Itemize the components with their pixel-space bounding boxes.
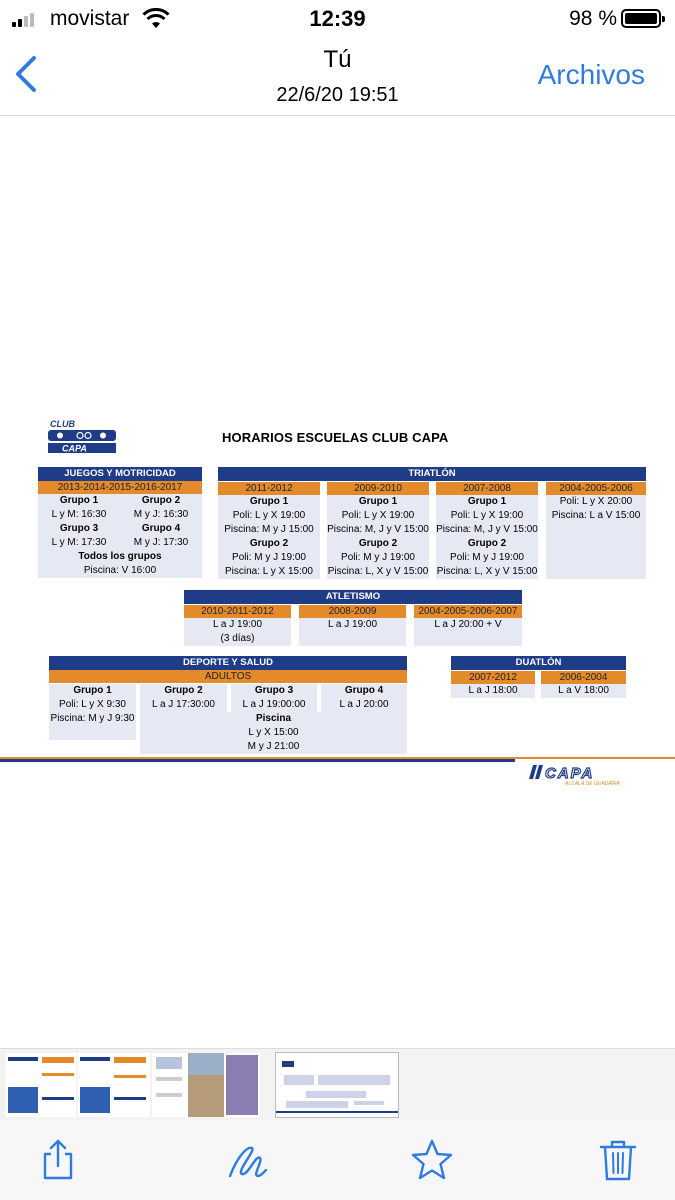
juegos-grupo1: Grupo 1 (38, 494, 120, 508)
atletismo-2008-empty (299, 632, 406, 646)
deporte-subheader: ADULTOS (49, 670, 407, 683)
deporte-grupo2-time: L a J 17:30:00 (140, 698, 227, 712)
battery-percent: 98 % (569, 7, 617, 30)
juegos-grupo1-time: L y M: 16:30 (38, 508, 120, 522)
triatlon-2011-grupo2: Grupo 2 (218, 537, 320, 551)
bottom-toolbar (0, 1120, 675, 1200)
navigation-bar (0, 38, 675, 116)
triatlon-2011-years: 2011-2012 (218, 482, 320, 495)
svg-text:CAPA: CAPA (62, 443, 87, 454)
deporte-grupo4-time: L a J 20:00 (321, 698, 407, 712)
deporte-right-col (140, 684, 407, 754)
status-bar (0, 0, 675, 38)
duatlon-col-2006 (541, 671, 626, 698)
duatlon-2006-time: L a V 18:00 (541, 684, 626, 698)
footer-rule-blue (0, 759, 515, 762)
thumbnail-4[interactable] (188, 1053, 224, 1117)
deporte-grupo1-piscina: Piscina: M y J 9:30 (50, 713, 135, 724)
atletismo-2008-years: 2008-2009 (299, 605, 406, 618)
juegos-all-time: Piscina: V 16:00 (38, 564, 202, 578)
document-title: HORARIOS ESCUELAS CLUB CAPA (222, 430, 449, 445)
atletismo-2008-time: L a J 19:00 (299, 618, 406, 632)
triatlon-2004-piscina: Piscina: L a V 15:00 (546, 509, 646, 523)
triatlon-col-2004 (546, 482, 646, 579)
table-duatlon (451, 656, 626, 698)
duatlon-2007-years: 2007-2012 (451, 671, 535, 684)
atletismo-header: ATLETISMO (184, 590, 522, 604)
triatlon-2011-grupo1: Grupo 1 (218, 495, 320, 509)
thumbnail-3[interactable] (152, 1053, 188, 1117)
triatlon-2009-years: 2009-2010 (327, 482, 429, 495)
document-viewer (0, 116, 675, 1048)
triatlon-2009-piscina2: Piscina: L, X y V 15:00 (327, 566, 429, 577)
deporte-header: DEPORTE Y SALUD (49, 656, 407, 670)
atletismo-2004-empty (414, 632, 522, 646)
thumbnail-2[interactable] (78, 1053, 150, 1117)
battery-icon (621, 9, 661, 28)
atletismo-2010-time: L a J 19:00 (184, 618, 291, 632)
atletismo-col-2010 (184, 605, 291, 646)
triatlon-2004-poli: Poli: L y X 20:00 (546, 495, 646, 509)
juegos-all-groups: Todos los grupos (38, 550, 202, 564)
juegos-grupo2-time: M y J: 16:30 (120, 508, 202, 522)
deporte-piscina-time1: L y X 15:00 (140, 726, 407, 740)
juegos-grupo3: Grupo 3 (38, 522, 120, 536)
carrier-label: movistar (50, 7, 130, 30)
table-deporte-salud (49, 656, 407, 754)
atletismo-2010-years: 2010-2011-2012 (184, 605, 291, 618)
juegos-header: JUEGOS Y MOTRICIDAD (38, 467, 202, 481)
triatlon-2004-empty (546, 523, 646, 579)
archive-button[interactable]: Archivos (537, 59, 645, 90)
juegos-years: 2013-2014-2015-2016-2017 (38, 481, 202, 494)
atletismo-2004-time: L a J 20:00 + V (414, 618, 522, 632)
atletismo-2010-days: (3 días) (184, 632, 291, 646)
triatlon-2011-poli: Poli: L y X 19:00 (218, 509, 320, 523)
triatlon-2009-grupo1: Grupo 1 (327, 495, 429, 509)
capa-footer-subtitle: ALCALÁ DE GUADAÍRA (565, 781, 621, 787)
triatlon-2007-piscina: Piscina: M, J y V 15:00 (436, 524, 538, 535)
triatlon-2007-poli2: Poli: M y J 19:00 (436, 551, 538, 565)
duatlon-header: DUATLÓN (451, 656, 626, 670)
atletismo-col-2008 (299, 605, 406, 646)
status-time: 12:39 (309, 6, 366, 31)
club-capa-logo (48, 418, 118, 456)
triatlon-2009-grupo2: Grupo 2 (327, 537, 429, 551)
duatlon-2006-years: 2006-2004 (541, 671, 626, 684)
triatlon-2007-piscina2: Piscina: L, X y V 15:00 (436, 566, 538, 577)
juegos-grupo2: Grupo 2 (120, 494, 202, 508)
duatlon-col-2007 (451, 671, 535, 698)
triatlon-2011-piscina2: Piscina: L y X 15:00 (218, 565, 320, 579)
triatlon-2007-years: 2007-2008 (436, 482, 538, 495)
duatlon-2007-time: L a J 18:00 (451, 684, 535, 698)
nav-title: Tú (323, 46, 352, 73)
atletismo-2004-years: 2004-2005-2006-2007 (414, 605, 522, 618)
triatlon-2004-years: 2004-2005-2006 (546, 482, 646, 495)
triatlon-header: TRIATLÓN (218, 467, 646, 481)
deporte-piscina: Piscina (140, 712, 407, 726)
deporte-grupo3-time: L a J 19:00:00 (231, 698, 317, 712)
page-thumbnail-strip[interactable] (0, 1048, 675, 1120)
triatlon-col-2009 (327, 482, 429, 579)
juegos-grupo4: Grupo 4 (120, 522, 202, 536)
deporte-piscina-time2: M y J 21:00 (140, 740, 407, 754)
share-icon[interactable] (36, 1138, 80, 1182)
deporte-grupo1: Grupo 1 (49, 684, 136, 698)
triatlon-2009-piscina: Piscina: M, J y V 15:00 (327, 524, 429, 535)
table-atletismo (184, 590, 522, 646)
deporte-grupo4: Grupo 4 (321, 684, 407, 698)
triatlon-col-2007 (436, 482, 538, 579)
deporte-grupo1-poli: Poli: L y X 9:30 (49, 698, 136, 712)
star-icon[interactable] (410, 1138, 454, 1182)
triatlon-2007-grupo1: Grupo 1 (436, 495, 538, 509)
triatlon-2007-grupo2: Grupo 2 (436, 537, 538, 551)
deporte-grupo2: Grupo 2 (140, 684, 227, 698)
thumbnail-1[interactable] (6, 1053, 76, 1117)
triatlon-2011-poli2: Poli: M y J 19:00 (218, 551, 320, 565)
deporte-grupo3: Grupo 3 (231, 684, 317, 698)
thumbnail-5[interactable] (224, 1053, 260, 1117)
triatlon-col-2011 (218, 482, 320, 579)
markup-icon[interactable] (226, 1138, 270, 1182)
triatlon-2011-piscina: Piscina: M y J 15:00 (218, 523, 320, 537)
table-triatlon (218, 467, 646, 579)
triatlon-2007-poli: Poli: L y X 19:00 (436, 509, 538, 523)
svg-text:CAPA: CAPA (545, 765, 595, 782)
nav-subtitle: 22/6/20 19:51 (276, 84, 399, 106)
triatlon-2009-poli: Poli: L y X 19:00 (327, 509, 429, 523)
deporte-grupo1-empty (49, 726, 136, 740)
juegos-grupo3-time: L y M: 17:30 (38, 536, 120, 550)
atletismo-col-2004 (414, 605, 522, 646)
svg-text:CLUB: CLUB (50, 419, 75, 429)
juegos-grupo4-time: M y J: 17:30 (120, 536, 202, 550)
table-juegos-motricidad (38, 467, 202, 578)
thumbnail-6-current[interactable] (276, 1053, 398, 1117)
trash-icon[interactable] (596, 1138, 640, 1182)
deporte-grupo1-col (49, 684, 136, 754)
triatlon-2009-poli2: Poli: M y J 19:00 (327, 551, 429, 565)
